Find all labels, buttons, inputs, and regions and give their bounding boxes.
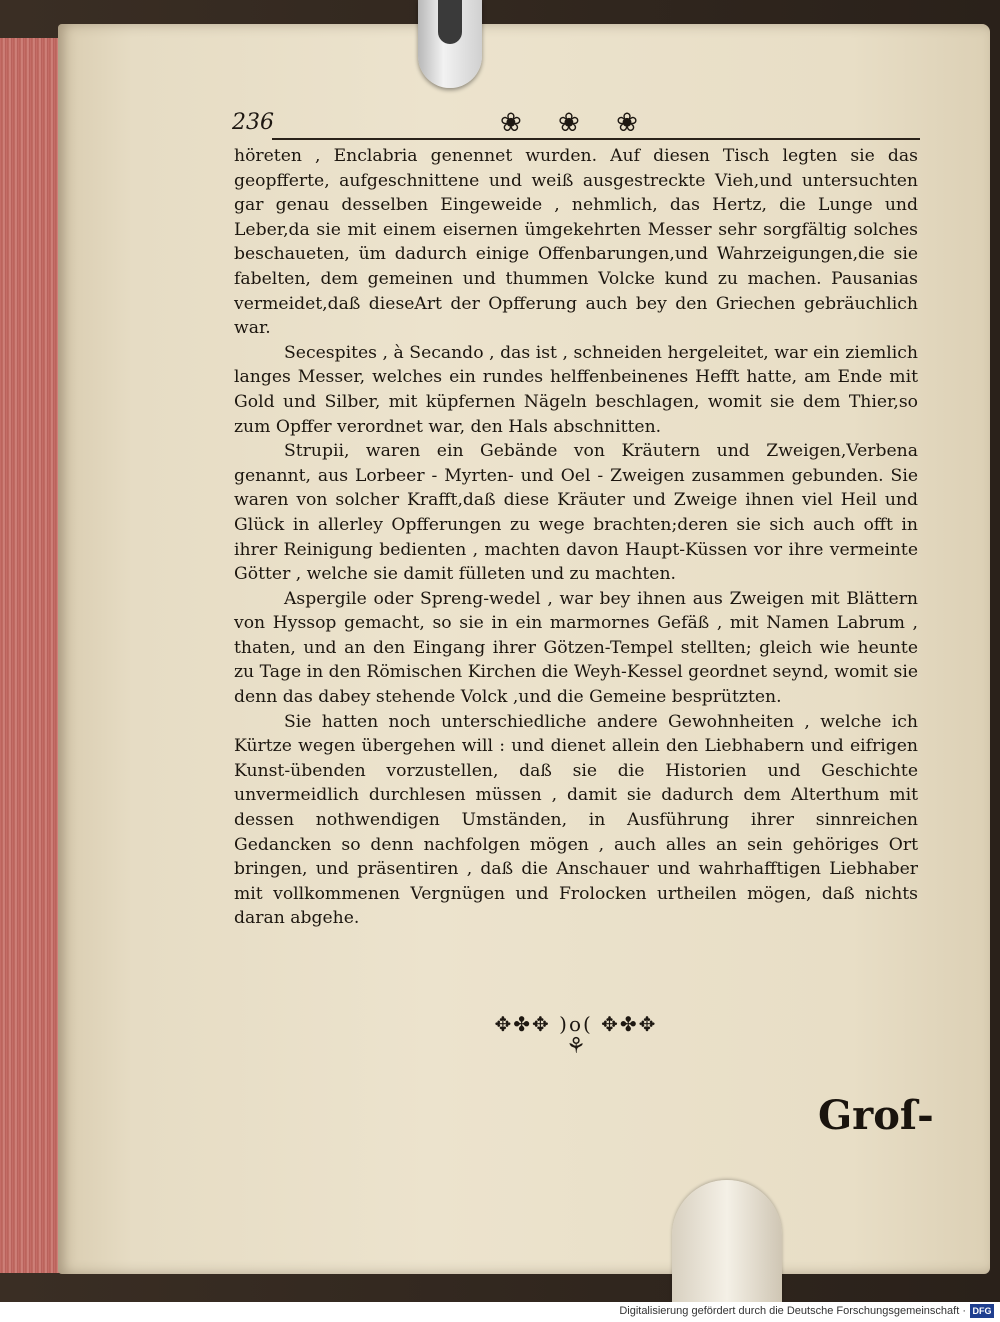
body-text xyxy=(234,144,918,931)
page-header xyxy=(232,108,920,140)
footer-credit: Digitalisierung gefördert durch die Deutsche Forschungsgemeinschaft · xyxy=(619,1305,966,1317)
tailpiece-ornament xyxy=(456,1012,696,1082)
footer-bar xyxy=(0,1302,1000,1322)
paragraph-gewohnheiten: Sie hatten noch unterschiedliche andere Gewohnheiten , welche ich Kürtze wegen übergehen will : und dienet allein den Liebhabern und eifrigen Kunst-übenden vorzustellen, daß sie die Historien und Geschichte unvermeidlich durchlesen müssen , damit sie dadurch dem Alterthum mit dessen nothwendigen Umständen, in Ausführung ihrer sinnreichen Gedancken so denn nachfolgen mögen , auch alles an sein gehöriges Ort bringen, und präsentiren , daß die Anschauer und wahrhafftigen Liebhaber mit vollkommenen Vergnügen und Frolocken urtheilen mögen, daß nichts daran abgehe. xyxy=(234,711,918,929)
paragraph-secespites: Secespites , à Secando , das ist , schneiden hergeleitet, war ein ziemlich langes Messer, welches ein rundes helffenbeinenes Hefft hatte, am Ende mit Gold und Silber, mit küpfernen Nägeln beschlagen, womit sie dem Thier,so zum Opffer verordnet war, den Hals abschnitten. xyxy=(234,342,918,437)
header-ornament: ❀ ❀ ❀ xyxy=(500,108,652,138)
bookmark-slot xyxy=(438,0,462,44)
dfg-logo-icon: DFG xyxy=(970,1304,994,1318)
paragraph-aspergile: Aspergile oder Spreng-wedel , war bey ihnen aus Zweigen mit Blättern von Hyssop gemacht, so sie in ein marmornes Gefäß , mit Namen Labrum , thaten, und an den Eingang ihrer Götzen-Tempel stellten; gleich wie heunte zu Tage in den Römischen Kirchen die Weyh-Kessel geordnet seynd, womit sie denn das dabey stehende Volck ,und die Gemeine besprützten. xyxy=(234,588,918,708)
catchword: Groſ- xyxy=(818,1092,934,1139)
tailpiece-drop-icon: ⚘ xyxy=(566,1034,586,1059)
tailpiece-row: ✥✤✥ )o( ✥✤✥ xyxy=(494,1012,658,1036)
header-rule xyxy=(272,138,920,140)
page-number: 236 xyxy=(232,110,274,135)
bookmark-clip-bottom xyxy=(672,1180,782,1302)
paragraph-strupii: Strupii, waren ein Gebände von Kräutern und Zweigen,Verbena genannt, aus Lorbeer - Myrten- und Oel - Zweigen zusammen gebunden. Sie waren von solcher Krafft,daß diese Kräuter und Zweige ihnen viel Heil und Glück in allerley Opfferungen zu wege brachten;deren sie sich auch offt in ihrer Reinigung bedienten , machten davon Haupt-Küssen vor ihre vermeinte Götter , welche sie damit fülleten und zu machten. xyxy=(234,441,918,585)
page-edge xyxy=(0,38,60,1273)
paragraph-continuation: höreten , Enclabria genennet wurden. Auf diesen Tisch legten sie das geopfferte, aufgeschnittene und weiß ausgestreckte Vieh,und untersuchten gar genau desselben Eingeweide , nehmlich, das Hertz, die Lunge und Leber,da sie mit einem eisernen ümgekehrten Messer sehr sorgfältig solches beschaueten, üm dadurch einige Offenbarungen,und Wahrzeigungen,die sie fabelten, dem gemeinen und thummen Volcke kund zu machen. Pausanias vermeidet,daß dieseArt der Opfferung auch bey den Griechen gebräuchlich war. xyxy=(234,146,918,339)
